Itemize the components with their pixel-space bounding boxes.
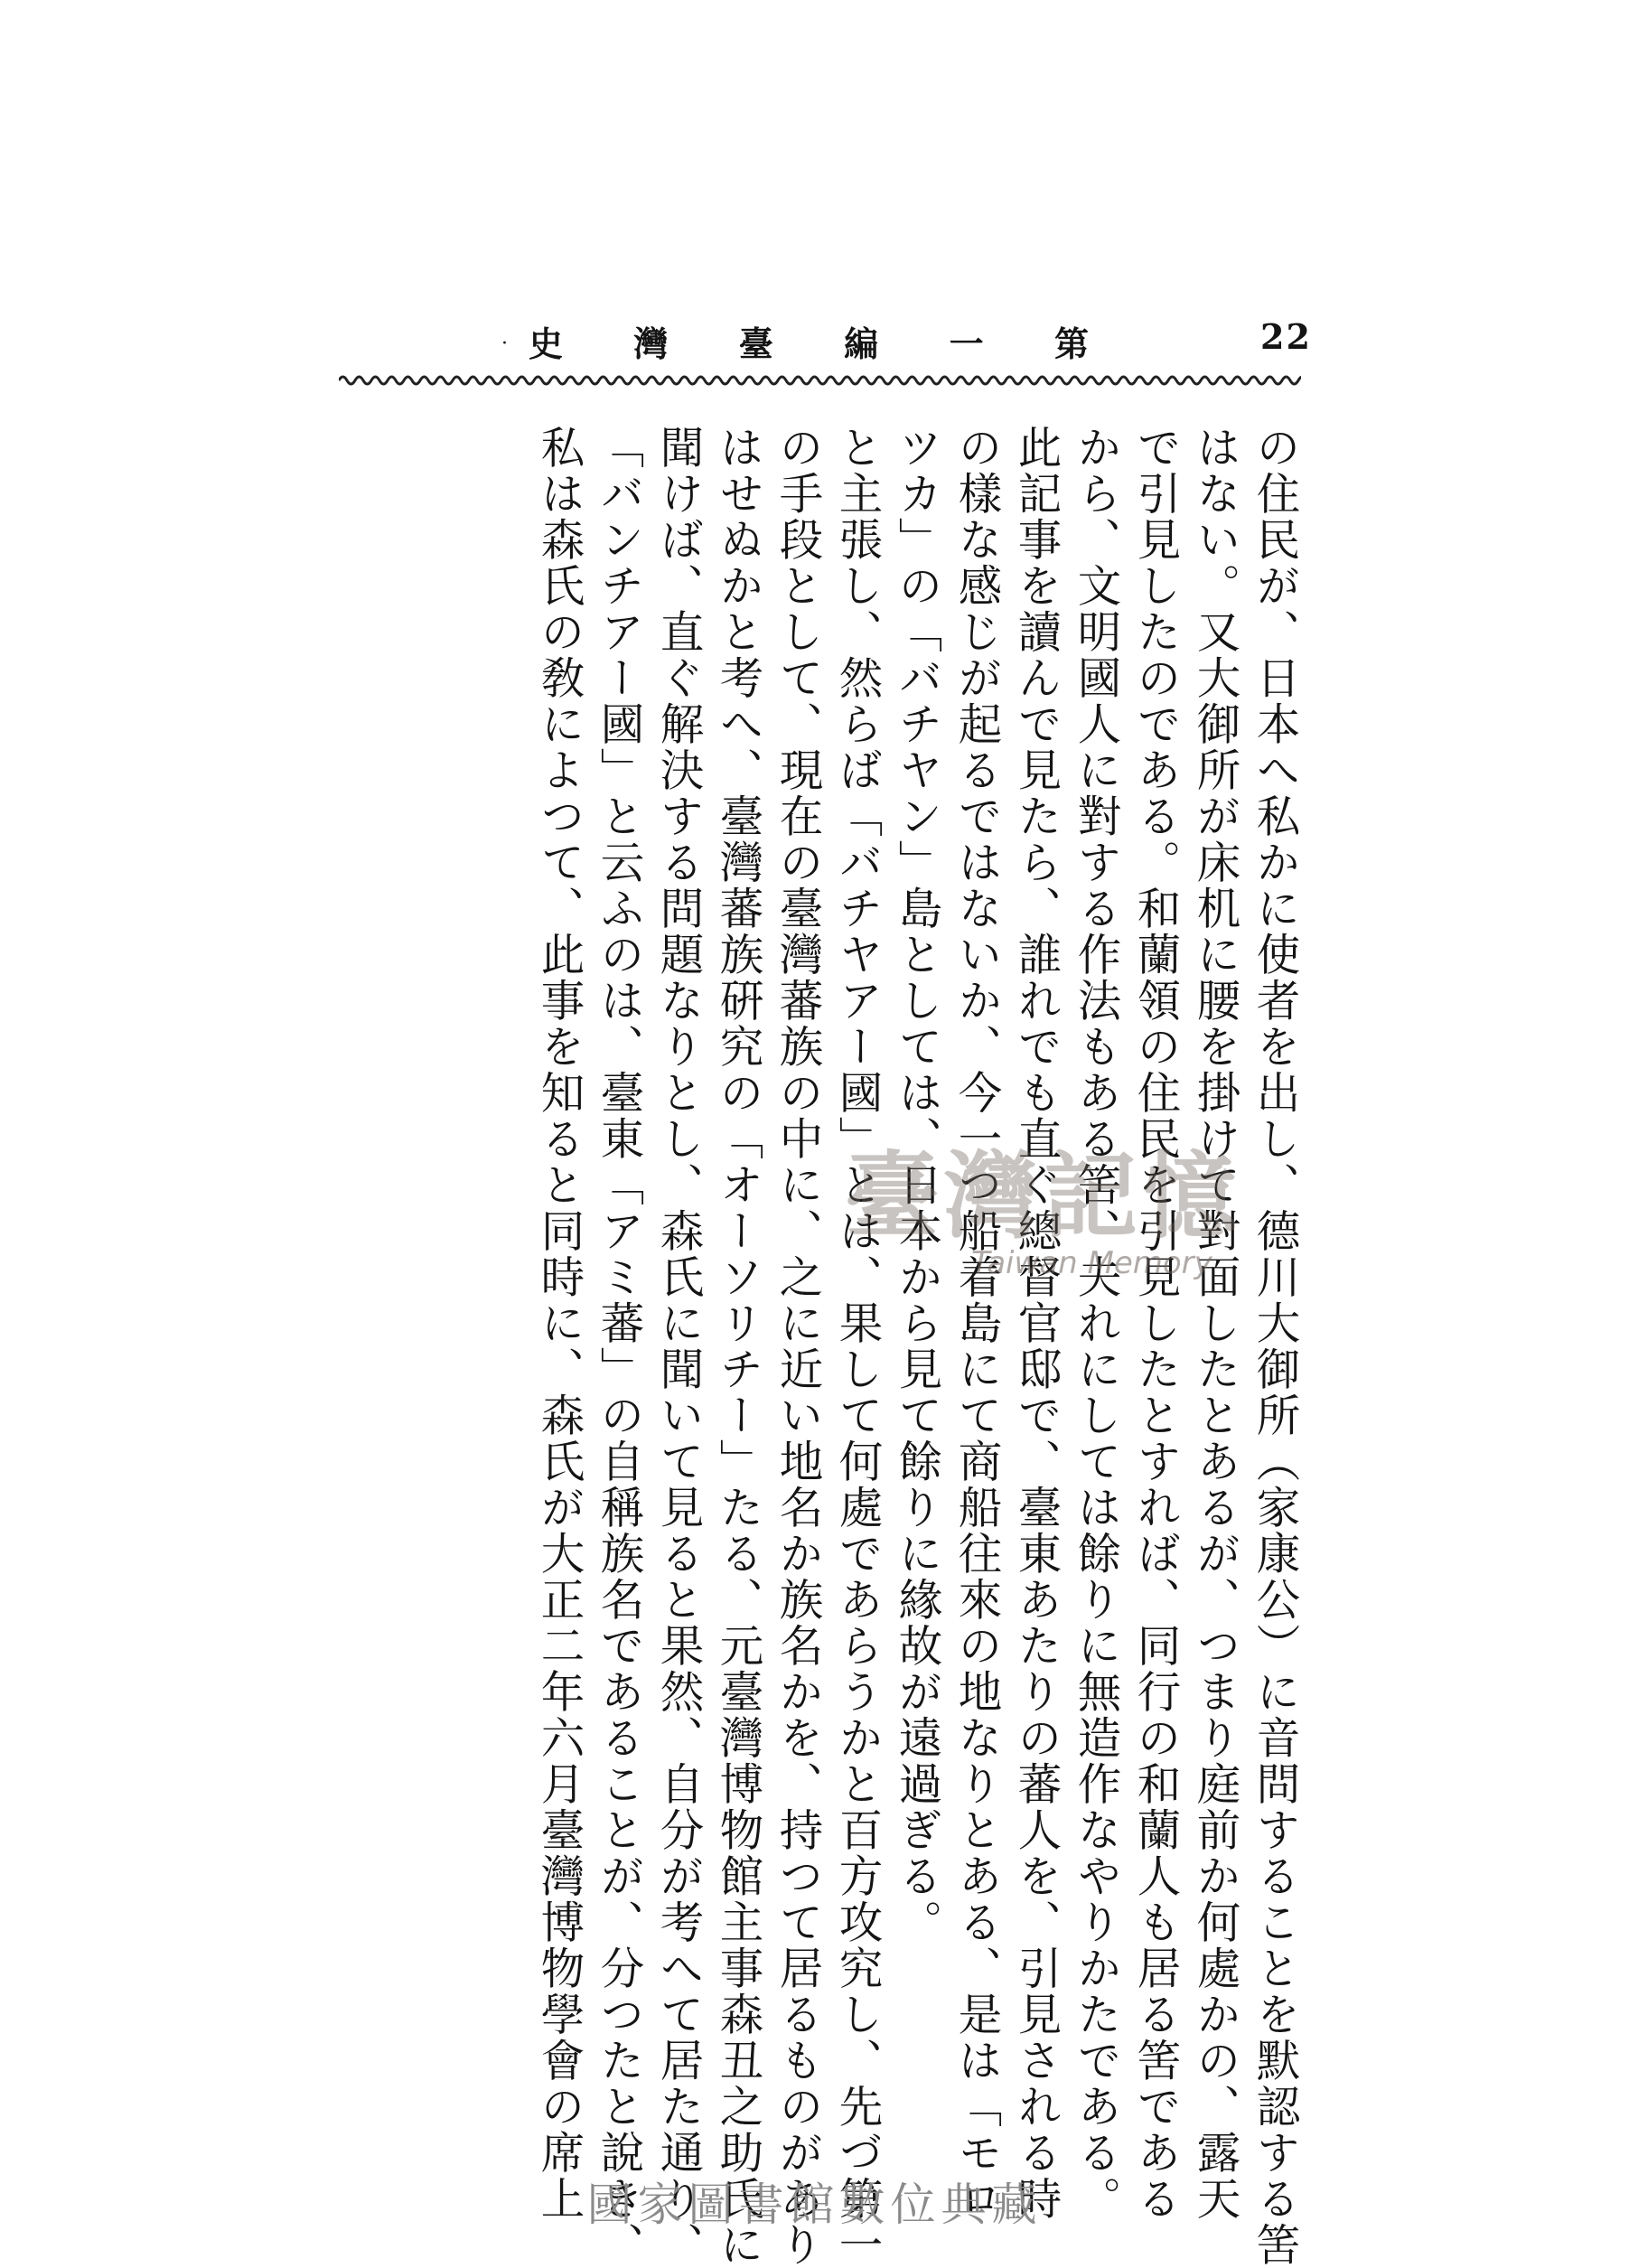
text-column: 聞けば、直ぐ解決する問題なりとし、森氏に聞いて見ると果然、自分が考へて居た通り、 bbox=[652, 425, 703, 2268]
watermark-subtitle: Taiwan Memory bbox=[971, 1245, 1212, 1281]
text-column: から、文明國人に對する作法もある筈、夫れにしては餘りに無造作なやりかたである。 bbox=[1070, 425, 1120, 2222]
running-head-char: 臺 bbox=[738, 323, 773, 364]
running-head-char: 一 bbox=[949, 323, 984, 364]
text-column: で引見したのである。和蘭領の住民を引見したとすれば、同行の和蘭人も居る筈である bbox=[1129, 425, 1180, 2222]
running-head-char: 灣 bbox=[633, 323, 669, 364]
text-column: の住民が、日本へ私かに使者を出し、德川大御所（家康公）に音問することを默認する筈 bbox=[1249, 425, 1299, 2268]
text-column: ツカ」の「バチヤン」島としては、日本から見て餘りに緣故が遠過ぎる。 bbox=[891, 425, 941, 1945]
text-column: 此記事を讀んで見たら、誰れでも直ぐ總督官邸で、臺東あたりの蕃人を、引見される時 bbox=[1010, 425, 1061, 2222]
text-column: 私は森氏の敎によつて、此事を知ると同時に、森氏が大正二年六月臺灣博物學會の席上 bbox=[533, 425, 584, 2222]
text-column: 「バンチアー國」と云ふのは、臺東「アミ蕃」の自稱族名であることが、分つたと說き、 bbox=[593, 425, 643, 2268]
text-column: の手段として、現在の臺灣蕃族の中に、之に近い地名か族名かを、持つて居るものがあり bbox=[772, 425, 822, 2268]
footer-caption: 國家圖書館數位典藏 bbox=[586, 2179, 1043, 2231]
running-head bbox=[529, 316, 1089, 366]
text-column: と主張し、然らば「バチヤアー國」とは、果して何處であらうかと百方攻究し、先づ第一 bbox=[831, 425, 882, 2268]
wavy-rule bbox=[339, 372, 1301, 389]
ornament-dot: · bbox=[501, 333, 508, 355]
running-head-char: 編 bbox=[844, 323, 879, 364]
running-head-char: 第 bbox=[1053, 323, 1089, 364]
text-column: はせぬかと考へ、臺灣蕃族硏究の「オーソリチー」たる、元臺灣博物館主事森丑之助氏に bbox=[712, 425, 763, 2268]
running-head-char: 史 bbox=[529, 323, 564, 364]
wavy-rule-graphic bbox=[339, 372, 1301, 389]
watermark-title: 臺灣記憶 bbox=[845, 1140, 1243, 1251]
page-number: 22 bbox=[1260, 316, 1312, 357]
text-column: はない。又大御所が床机に腰を掛けて對面したとあるが、つまり庭前か何處かの、露天 bbox=[1189, 425, 1240, 2222]
text-column: の樣な感じが起るではないか、今一つ船着島にて商船往來の地なりとある、是は「モロ bbox=[950, 425, 1001, 2222]
